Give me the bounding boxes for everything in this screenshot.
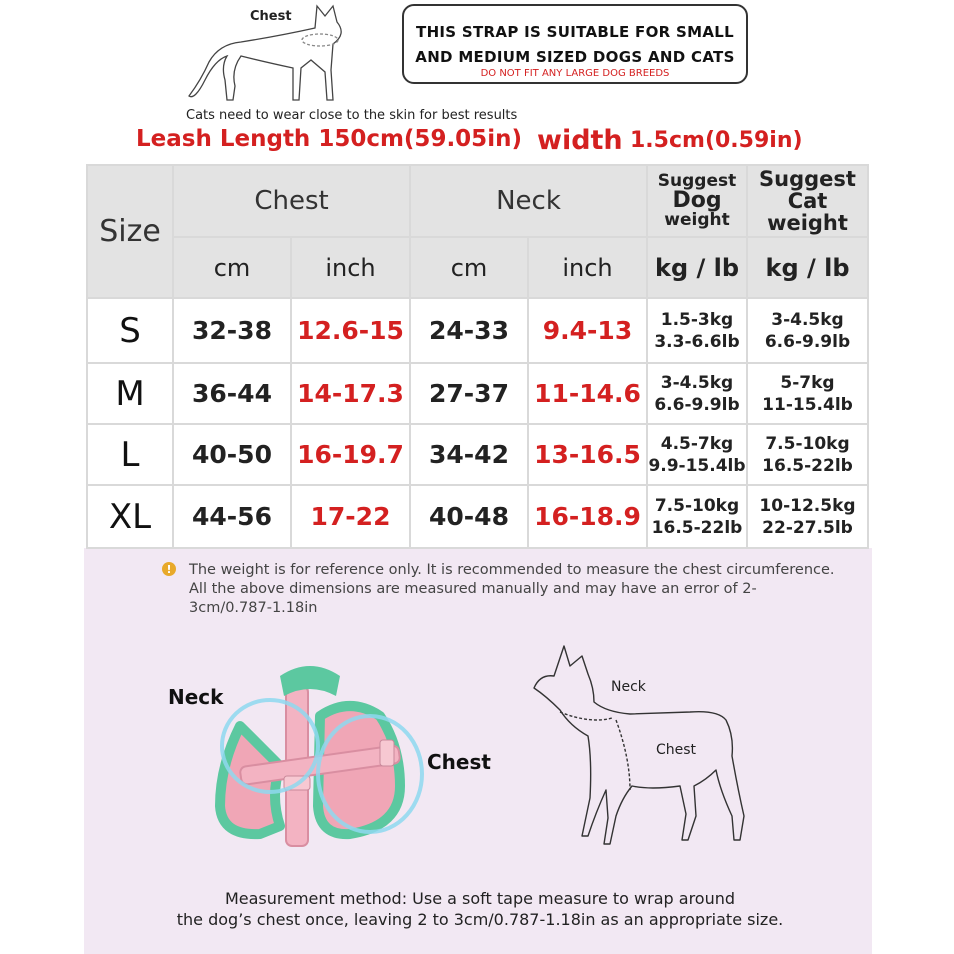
right-margin bbox=[872, 130, 954, 954]
cat-weight-kg: 5-7kg bbox=[780, 372, 835, 393]
size-cell: XL bbox=[88, 486, 172, 547]
unit-neck-inch: inch bbox=[529, 238, 646, 297]
neck-cm-cell: 27-37 bbox=[411, 364, 527, 423]
dog-weight-kg: 7.5-10kg bbox=[654, 495, 740, 516]
chest-inch-cell: 14-17.3 bbox=[292, 364, 409, 423]
cat-chest-label: Chest bbox=[250, 9, 292, 24]
neck-cm-cell: 40-48 bbox=[411, 486, 527, 547]
cat-header-line2: Cat bbox=[787, 189, 828, 213]
cat-weight-lb: 11-15.4lb bbox=[762, 394, 853, 415]
unit-chest-inch: inch bbox=[292, 238, 409, 297]
chest-cm-cell: 32-38 bbox=[174, 299, 290, 362]
cat-weight-cell bbox=[748, 486, 867, 547]
cat-header-line1: Suggest bbox=[759, 167, 856, 191]
reference-note: The weight is for reference only. It is recommended to measure the chest circumference. All the above dimensions are measured manually and may have an error of 2-3cm/0.787-1.18in bbox=[189, 562, 835, 616]
cat-weight-kg: 10-12.5kg bbox=[759, 495, 856, 516]
neck-cm-cell: 34-42 bbox=[411, 425, 527, 484]
chest-inch-cell: 16-19.7 bbox=[292, 425, 409, 484]
cat-weight-kg: 7.5-10kg bbox=[765, 433, 850, 454]
dog-header-line2: Dog bbox=[672, 188, 722, 213]
unit-neck-cm: cm bbox=[411, 238, 527, 297]
chest-header: Chest bbox=[174, 166, 409, 236]
neck-cm-cell: 24-33 bbox=[411, 299, 527, 362]
dog-weight-kg: 3-4.5kg bbox=[660, 372, 734, 393]
chest-cm-cell: 40-50 bbox=[174, 425, 290, 484]
cat-fit-tip: Cats need to wear close to the skin for best results bbox=[186, 108, 518, 123]
dog-weight-cell bbox=[648, 299, 746, 362]
cat-weight-lb: 6.6-9.9lb bbox=[764, 331, 851, 352]
size-cell: M bbox=[88, 364, 172, 423]
dog-outline-illustration bbox=[520, 640, 770, 870]
width-value: 1.5cm(0.59in) bbox=[630, 128, 803, 153]
measurement-method bbox=[100, 888, 860, 930]
unit-cat-weight: kg / lb bbox=[748, 238, 867, 297]
width-label: width bbox=[537, 125, 623, 156]
dog-weight-kg: 1.5-3kg bbox=[660, 309, 734, 330]
neck-inch-cell: 16-18.9 bbox=[529, 486, 646, 547]
unit-dog-weight: kg / lb bbox=[648, 238, 746, 297]
harness-neck-label: Neck bbox=[168, 685, 224, 709]
method-line-1: Measurement method: Use a soft tape measure to wrap around bbox=[224, 889, 736, 908]
dog-weight-lb: 9.9-15.4lb bbox=[648, 455, 746, 476]
chest-cm-cell: 36-44 bbox=[174, 364, 290, 423]
notice-line-2: AND MEDIUM SIZED DOGS AND CATS bbox=[415, 48, 735, 66]
size-header: Size bbox=[88, 166, 172, 297]
cat-weight-cell bbox=[748, 364, 867, 423]
suitability-notice bbox=[402, 4, 748, 84]
dog-weight-lb: 3.3-6.6lb bbox=[654, 331, 740, 352]
cat-weight-cell bbox=[748, 425, 867, 484]
method-line-2: the dog’s chest once, leaving 2 to 3cm/0.787-1.18in as an appropriate size. bbox=[176, 910, 784, 929]
dog-weight-kg: 4.5-7kg bbox=[660, 433, 734, 454]
cat-weight-header bbox=[748, 166, 867, 236]
dog-header-line1: Suggest bbox=[657, 171, 737, 191]
dog-weight-cell bbox=[648, 486, 746, 547]
dog-weight-lb: 16.5-22lb bbox=[651, 517, 743, 538]
dog-neck-label: Neck bbox=[611, 679, 646, 695]
size-cell: L bbox=[88, 425, 172, 484]
cat-weight-lb: 22-27.5lb bbox=[762, 517, 853, 538]
cat-weight-cell bbox=[748, 299, 867, 362]
cat-weight-kg: 3-4.5kg bbox=[771, 309, 844, 330]
size-table bbox=[86, 164, 869, 549]
cat-weight-lb: 16.5-22lb bbox=[762, 455, 853, 476]
size-cell: S bbox=[88, 299, 172, 362]
neck-inch-cell: 9.4-13 bbox=[529, 299, 646, 362]
neck-inch-cell: 11-14.6 bbox=[529, 364, 646, 423]
info-icon: ! bbox=[162, 562, 176, 576]
dog-weight-cell bbox=[648, 364, 746, 423]
neck-inch-cell: 13-16.5 bbox=[529, 425, 646, 484]
chest-inch-cell: 12.6-15 bbox=[292, 299, 409, 362]
leash-length: Leash Length 150cm(59.05in) bbox=[136, 126, 522, 152]
notice-warning: DO NOT FIT ANY LARGE DOG BREEDS bbox=[480, 68, 670, 79]
cat-header-line3: weight bbox=[767, 211, 848, 235]
dog-weight-header bbox=[648, 166, 746, 236]
chest-inch-cell: 17-22 bbox=[292, 486, 409, 547]
chest-cm-cell: 44-56 bbox=[174, 486, 290, 547]
dog-chest-label: Chest bbox=[656, 742, 697, 758]
dog-header-line3: weight bbox=[664, 210, 730, 230]
unit-chest-cm: cm bbox=[174, 238, 290, 297]
notice-line-1: THIS STRAP IS SUITABLE FOR SMALL bbox=[416, 23, 734, 41]
dog-weight-cell bbox=[648, 425, 746, 484]
dog-weight-lb: 6.6-9.9lb bbox=[654, 394, 740, 415]
harness-illustration bbox=[200, 656, 440, 866]
neck-header: Neck bbox=[411, 166, 646, 236]
harness-chest-label: Chest bbox=[427, 750, 491, 774]
